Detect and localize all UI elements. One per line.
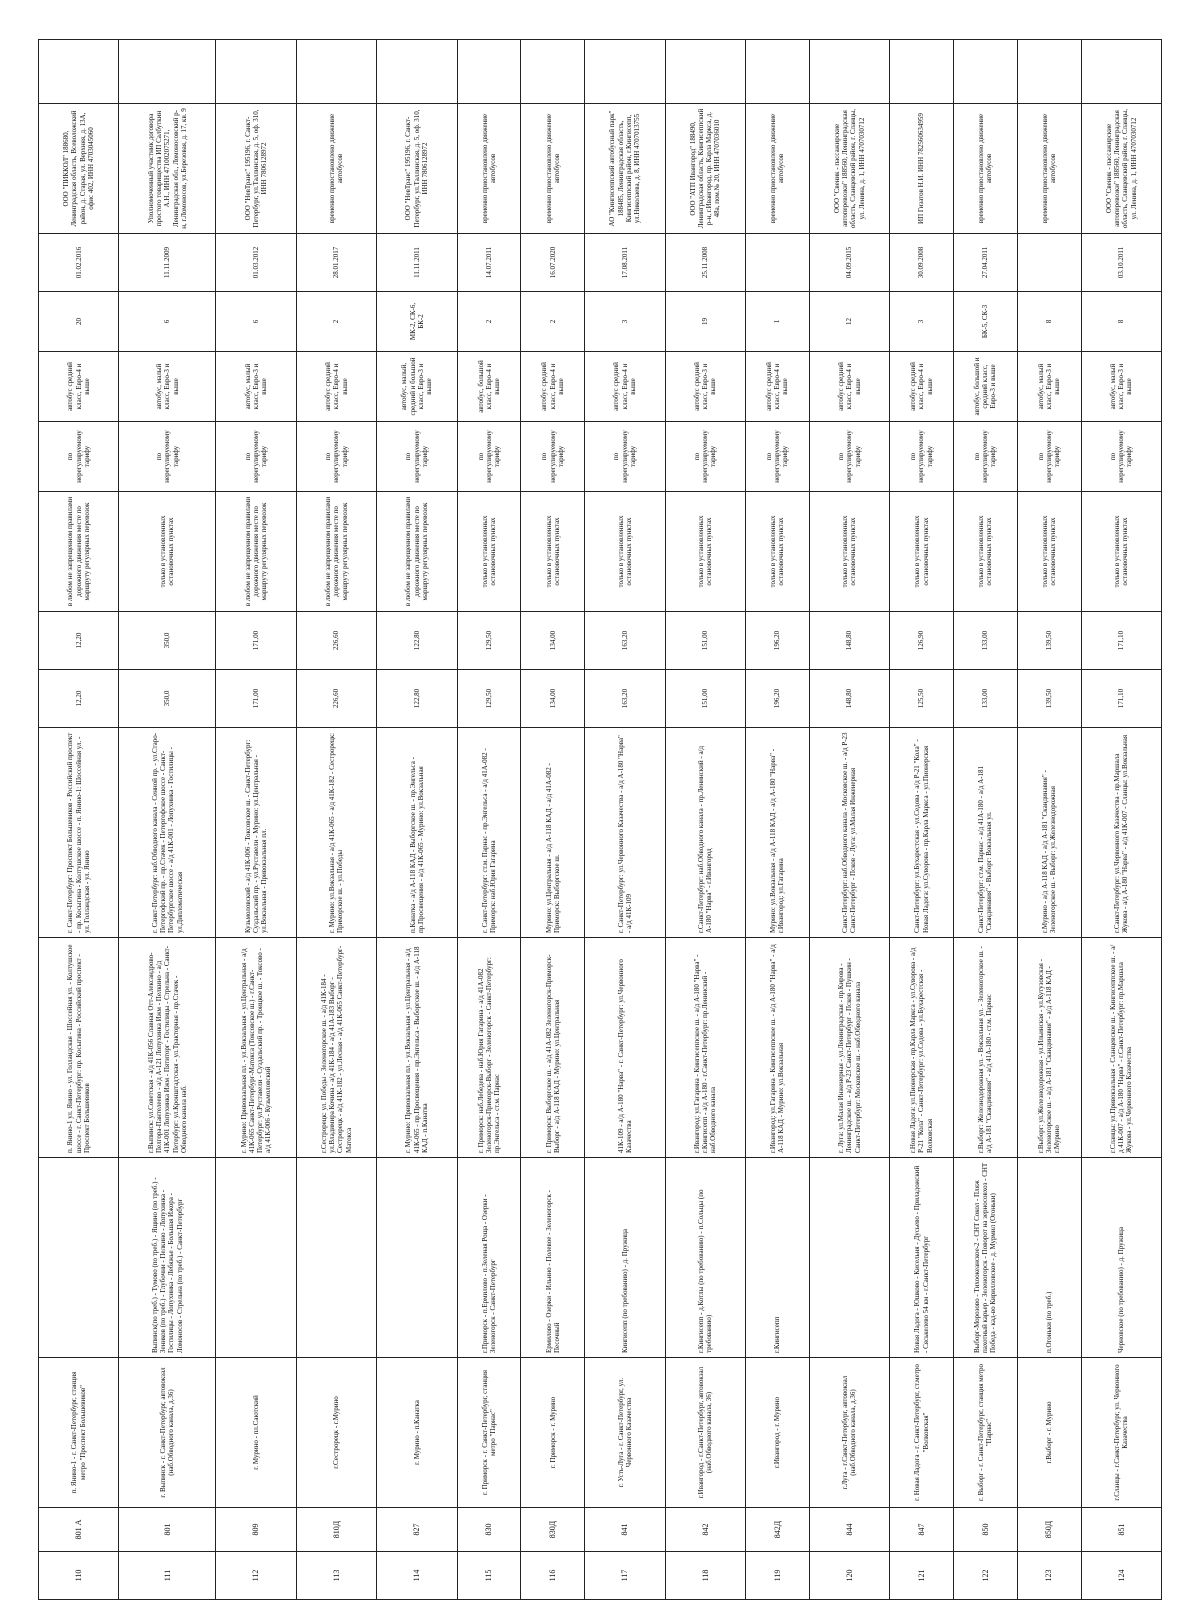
length-forward-cell: 139,50	[1017, 670, 1081, 728]
tariff-cell: по нерегулируемому тарифу	[953, 422, 1017, 492]
vehicle-class-cell: автобус, малый класс, Евро-3 и выше	[119, 352, 216, 422]
route-name-cell: г. Мурино - п.Канатка	[377, 1358, 457, 1508]
streets-forward-cell: г.Ивангород: ул.Гагарина - Кингисеппское ш. - а/д А-180 "Нарва" - а/д А-118 КАД - Мурино: ул.Вокзальная	[745, 938, 809, 1158]
row-number-cell: 111	[119, 1552, 216, 1600]
tariff-cell: по нерегулируемому тарифу	[119, 422, 216, 492]
boarding-order-cell: в любом не запрещенном правилами дорожного движения месте по маршруту регулярных перевозок	[377, 492, 457, 612]
intermediate-stops-cell	[296, 1158, 376, 1358]
vehicle-class-cell: автобус средний класс, Евро-3 и выше	[665, 352, 745, 422]
table-row	[745, 40, 809, 1600]
row-number-cell: 110	[39, 1552, 119, 1600]
empty-notes-cell	[521, 40, 585, 104]
route-name-cell: п. Янино-1 - г. Санкт-Петербург, станция метро "Проспект Большевиков"	[39, 1358, 119, 1508]
length-forward-cell: 350,0	[119, 670, 216, 728]
start-date-cell: 03.10.2011	[1081, 234, 1161, 292]
route-name-cell: г. Приморск - г. Мурино	[521, 1358, 585, 1508]
streets-forward-cell: г.Выпинск: ул.Советская - а/д 41К-056 Славная Отт-Александрово-Пелгора-Пантелеево - а/д А-121 Лопухинка Ижм - Пелкино - а/д 41К-001 Лопухинка Ижм - Пятиторг - Гостилицы - Стрельна - Санкт-Петербург: ул.Кронштадтская - ул.Тракторная - пр.Стачек - Обводного канала наб.	[119, 938, 216, 1158]
carrier-cell: Уполномоченный участник договора простого товарищества ИП Салбуткин А.Н., ИНН 471002075271, Ленинградская обл., Ломоносовский р-н, г.Ломоносов, ул.Березовая, д. 17, кв. 9	[119, 104, 216, 234]
boarding-order-cell: только в установленных остановочных пунктах	[890, 492, 954, 612]
length-backward-cell: 12,20	[39, 612, 119, 670]
intermediate-stops-cell: Ермилово - Озерки - Ильино - Полевое - Зеленогорск - Песочный	[521, 1158, 585, 1358]
tariff-cell: по нерегулируемому тарифу	[457, 422, 521, 492]
streets-backward-cell: Санкт-Петербург: ст.м. Парнас - а/д 41А-180 - а/д А-181 "Скандинавия" - Выборг: Вокзальная ул.	[953, 728, 1017, 938]
table-row	[665, 40, 745, 1600]
row-number-cell: 119	[745, 1552, 809, 1600]
length-backward-cell: 171,10	[1081, 612, 1161, 670]
row-number-cell: 115	[457, 1552, 521, 1600]
table-row	[890, 40, 954, 1600]
table-row	[521, 40, 585, 1600]
length-forward-cell: 122,80	[377, 670, 457, 728]
vehicle-class-cell: автобус, большой и средний класс, Евро-3 и выше	[953, 352, 1017, 422]
route-number-cell: 809	[216, 1508, 296, 1552]
start-date-cell: 14.07.2011	[457, 234, 521, 292]
start-date-cell: 01.02.2016	[39, 234, 119, 292]
vehicle-count-cell: 8	[1017, 292, 1081, 352]
length-forward-cell: 196,20	[745, 670, 809, 728]
start-date-cell: 01.03.2012	[216, 234, 296, 292]
empty-notes-cell	[216, 40, 296, 104]
streets-backward-cell: г.Санкт-Петербург: наб.Обводного канала - пр.Ленинский - а/д А-180 "Нарва" - г.Ивангород	[665, 728, 745, 938]
start-date-cell: 27.04.2011	[953, 234, 1017, 292]
vehicle-count-cell: 1	[745, 292, 809, 352]
table-row	[457, 40, 521, 1600]
vehicle-class-cell: автобус средний класс, Евро-4 и выше	[296, 352, 376, 422]
length-forward-cell: 163,20	[585, 670, 665, 728]
carrier-cell: временно приостановлено движение автобусов	[1017, 104, 1081, 234]
length-forward-cell: 134,00	[521, 670, 585, 728]
route-number-cell: 830Д	[521, 1508, 585, 1552]
start-date-cell: 30.09.2008	[890, 234, 954, 292]
start-date-cell: 11.11.2009	[119, 234, 216, 292]
carrier-cell: ООО "НевТранс" 195196, г. Санкт-Петербург, ул.Таллинская, д. 5, оф. 310, ИНН 7806128972	[377, 104, 457, 234]
vehicle-class-cell: автобус средний класс, Евро-4 и выше	[745, 352, 809, 422]
row-number-cell: 113	[296, 1552, 376, 1600]
start-date-cell	[745, 234, 809, 292]
route-number-cell: 850	[953, 1508, 1017, 1552]
route-name-cell: г.Ивангород - г.Санкт-Петербург, автовокзал (наб.Обводного канала, 36)	[665, 1358, 745, 1508]
intermediate-stops-cell: Выборг-Морозово - Тихоокеанское-2 - СНТ Сокол - Пляж пахотный карьер - Зеленогорск - Поворот на зерносовхоз - СНТ Победа - кад-во Кирилловское - д. Мурмил (Огоньки)	[953, 1158, 1017, 1358]
streets-forward-cell: г. Луга: ул.Малая Инженерная - ул.Ленинградская - пр.Кирова - Ленинградское ш. - а/д Р-23 Санкт-Петербург - Псков - Пушкин - Санкт-Петербург: Московское ш. - наб.Обводного канала	[809, 938, 889, 1158]
table-row	[377, 40, 457, 1600]
vehicle-count-cell: МК-2, СК-6, БК-2	[377, 292, 457, 352]
tariff-cell: по нерегулируемому тарифу	[216, 422, 296, 492]
route-name-cell: г. Выборг - г. Санкт-Петербург, станция метро "Парнас"	[953, 1358, 1017, 1508]
boarding-order-cell: только в установленных остановочных пунктах	[521, 492, 585, 612]
carrier-cell: временно приостановлено движение автобусов	[296, 104, 376, 234]
route-name-cell: г. Новая Ладога - г. Санкт-Петербург, ст.метро "Волковская"	[890, 1358, 954, 1508]
carrier-cell: ООО "ПИККОЛ" 188680, Ленинградская область, Всеволожский район, д. Старая, ул. Верхняя, д. 13А, офис 402, ИНН 4703045060	[39, 104, 119, 234]
vehicle-class-cell: автобус, малый класс, Евро-3 и выше	[1017, 352, 1081, 422]
empty-notes-cell	[809, 40, 889, 104]
length-backward-cell: 126,90	[890, 612, 954, 670]
route-name-cell: г. Приморск - г. Санкт-Петербург, станция метро "Парнас"	[457, 1358, 521, 1508]
boarding-order-cell: только в установленных остановочных пунктах	[665, 492, 745, 612]
boarding-order-cell: только в установленных остановочных пунктах	[953, 492, 1017, 612]
length-backward-cell: 148,80	[809, 612, 889, 670]
intermediate-stops-cell: Выпинск(по треб.) - Тумово (по треб.) - Ящино (по треб.) - Зеников (по треб.) - Глубочни - Пелкино - Лопухинка - Гостилицы - Лопухинка - Лебяжье - Большая Ижора - Ломоносов - Стрельна (по треб.) - Санкт-Петербург	[119, 1158, 216, 1358]
carrier-cell: временно приостановлено движение автобусов	[953, 104, 1017, 234]
vehicle-count-cell: 8	[1081, 292, 1161, 352]
length-backward-cell: 122,80	[377, 612, 457, 670]
route-name-cell: г. Усть-Луга - г. Санкт-Петербург, ул. Червонного Казачества	[585, 1358, 665, 1508]
carrier-cell: ООО "АТП Ивангород" 188490, Ленинградская область, Кингисеппский р-н, г.Ивангород, пр. Карла Маркса, д. 48а, пом.№ 20, ИНН 4707036010	[665, 104, 745, 234]
carrier-cell: ООО "Свеник - пассажирские автоперевозки" 188560, Ленинградская область, Сланцевский район, г. Сланцы, ул. Ленина, д. 1, ИНН 4707030712	[809, 104, 889, 234]
intermediate-stops-cell	[809, 1158, 889, 1358]
streets-forward-cell: г.Выборг: Железнодорожная ул. - Вокзальная ул. - Зеленогорское ш. - а/д А-181 "Скандинавия" - а/д 41А-180 - ст.м. Парнас	[953, 938, 1017, 1158]
vehicle-count-cell: 2	[521, 292, 585, 352]
route-number-cell: 801 А	[39, 1508, 119, 1552]
length-backward-cell: 133,00	[953, 612, 1017, 670]
route-number-cell: 842Д	[745, 1508, 809, 1552]
vehicle-count-cell: 6	[216, 292, 296, 352]
row-number-cell: 114	[377, 1552, 457, 1600]
vehicle-count-cell: БК-5, СК-3	[953, 292, 1017, 352]
streets-backward-cell: п.Канатка - а/д А-118 КАД - Выборгское ш. - пр.Энгельса - пр.Просвещения - а/д 41К-065 - Мурино: ул.Вокзальная	[377, 728, 457, 938]
empty-notes-cell	[665, 40, 745, 104]
tariff-cell: по нерегулируемому тарифу	[521, 422, 585, 492]
row-number-cell: 122	[953, 1552, 1017, 1600]
route-number-cell: 842	[665, 1508, 745, 1552]
streets-forward-cell: г. Приморск: наб.Лебедева - наб.Юрия Гагарина - а/д 41А-082 Зеленогорск-Приморск-Выборг - Зеленогорск - Санкт-Петербург: пр.Энгельса - ст.м. Парнас	[457, 938, 521, 1158]
empty-notes-cell	[1081, 40, 1161, 104]
table-row	[953, 40, 1017, 1600]
intermediate-stops-cell: г.Кингисепп	[745, 1158, 809, 1358]
length-backward-cell: 129,50	[457, 612, 521, 670]
vehicle-class-cell: автобус, большой класс, Евро-4 и выше	[457, 352, 521, 422]
intermediate-stops-cell: г.Кингисепп - д.Котлы (по требованию) - п.Сольцы (по требованию)	[665, 1158, 745, 1358]
length-forward-cell: 12,20	[39, 670, 119, 728]
table-row	[39, 40, 119, 1600]
carrier-cell: АО "Кингисеппский автобусный парк" 188485, Ленинградская область, Кингисеппский район, г.Кингисепп, ул.Николаева, д. 8, ИНН 4707013755	[585, 104, 665, 234]
route-number-cell: 841	[585, 1508, 665, 1552]
vehicle-count-cell: 3	[890, 292, 954, 352]
tariff-cell: по нерегулируемому тарифу	[890, 422, 954, 492]
tariff-cell: по нерегулируемому тарифу	[809, 422, 889, 492]
intermediate-stops-cell: Кингисепп (по требованию) - д. Пружица	[585, 1158, 665, 1358]
streets-forward-cell: г. Мурино: Привокзальная пл. - ул.Вокзальная - ул.Центральная - а/д 41К-065 Санкт-Петербург-Матокса (Токсовское ш.) - г.Санкт-Петербург: ул.Руставели - Суздальский пр. - Троицкое ш. - Токсово - а/д 41К-006 - Кузьмоловский	[216, 938, 296, 1158]
empty-notes-cell	[1017, 40, 1081, 104]
streets-backward-cell: г. Санкт-Петербург: ст.м. Парнас - пр.Энгельса - а/д 41А-082 - Приморск: наб.Юрия Гагарина	[457, 728, 521, 938]
route-name-cell: г.Сланцы - г.Санкт-Петербург, ул. Червонного Казачества	[1081, 1358, 1161, 1508]
route-name-cell: г.Луга - г.Санкт-Петербург, автовокзал (наб.Обводного канала, д.36)	[809, 1358, 889, 1508]
empty-notes-cell	[745, 40, 809, 104]
tariff-cell: по нерегулируемому тарифу	[1017, 422, 1081, 492]
length-backward-cell: 151,00	[665, 612, 745, 670]
row-number-cell: 120	[809, 1552, 889, 1600]
route-number-cell: 851	[1081, 1508, 1161, 1552]
carrier-cell: временно приостановлено движение автобусов	[457, 104, 521, 234]
boarding-order-cell: в любом не запрещенном правилами дорожного движения месте по маршруту регулярных перевозок	[39, 492, 119, 612]
row-number-cell: 116	[521, 1552, 585, 1600]
intermediate-stops-cell	[39, 1158, 119, 1358]
carrier-cell: временно приостановлено движение автобусов	[745, 104, 809, 234]
length-forward-cell: 125,50	[890, 670, 954, 728]
empty-notes-cell	[377, 40, 457, 104]
tariff-cell: по нерегулируемому тарифу	[665, 422, 745, 492]
rotated-register-table-wrapper	[38, 40, 1162, 1600]
route-name-cell: г. Мурино - пл.Саютский	[216, 1358, 296, 1508]
length-backward-cell: 139,50	[1017, 612, 1081, 670]
tariff-cell: по нерегулируемому тарифу	[745, 422, 809, 492]
tariff-cell: по нерегулируемому тарифу	[39, 422, 119, 492]
row-number-cell: 118	[665, 1552, 745, 1600]
length-forward-cell: 133,00	[953, 670, 1017, 728]
route-number-cell: 844	[809, 1508, 889, 1552]
vehicle-class-cell: автобус средний класс, Евро-4 и выше	[890, 352, 954, 422]
start-date-cell: 04.09.2015	[809, 234, 889, 292]
intermediate-stops-cell: п.Огоньки (по треб.)	[1017, 1158, 1081, 1358]
length-forward-cell: 151,00	[665, 670, 745, 728]
streets-forward-cell: г.Новая Ладога: ул.Пионерская - пр.Карла Маркса - ул.Суворова - а/д Р-21 "Кола" - Санкт-Петербург: ул.Седова - ул.Бухарестская - Волковская	[890, 938, 954, 1158]
streets-backward-cell: г.Санкт-Петербург: ул.Червонного Казачества - пр.Маршала Жукова - а/д А-180 "Нарва" - а/д 41К-007 - Сланцы: ул.Вокзальная	[1081, 728, 1161, 938]
route-number-cell: 810Д	[296, 1508, 376, 1552]
streets-forward-cell: п. Янино-1 ул. Янино - ул. Голландская - Шоссейная ул. - Колтушское шоссе - г. Санкт-Петербург: пр. Косыгина - Российский проспект - Проспект Большевиков	[39, 938, 119, 1158]
carrier-cell: ООО "НевТранс" 195196, г. Санкт-Петербург, ул.Таллинская, д. 5, оф. 310, ИНН 7806128972	[216, 104, 296, 234]
length-backward-cell: 171,00	[216, 612, 296, 670]
start-date-cell	[1017, 234, 1081, 292]
boarding-order-cell: в любом не запрещенном правилами дорожного движения месте по маршруту регулярных перевозок	[216, 492, 296, 612]
vehicle-class-cell: автобус средний класс, Евро-4 и выше	[809, 352, 889, 422]
route-number-cell: 801	[119, 1508, 216, 1552]
streets-forward-cell: г.Выборг: ул.Железнодорожная - ул.Ильинская - ул.Кутузовская - Зеленогорское ш. - а/д А-181 "Скандинавия" - а/д А-118 КАД - г.Мурино	[1017, 938, 1081, 1158]
intermediate-stops-cell: г.Приморск - п.Ермилово - п.Зеленая Роща - Озерки - Зеленогорск - Санкт-Петербург	[457, 1158, 521, 1358]
vehicle-class-cell: автобус, малый, средний и большой класс, Евро-3 и выше	[377, 352, 457, 422]
boarding-order-cell: только в установленных остановочных пунктах	[1081, 492, 1161, 612]
tariff-cell: по нерегулируемому тарифу	[1081, 422, 1161, 492]
route-name-cell: г.Сестрорецк - г.Мурино	[296, 1358, 376, 1508]
streets-forward-cell: г.Сестрорецк: ул. Победы - Зеленогорское ш. - а/д 41К-184 - ул.Владимира Кочина - а/д 41К-184 - а/д 41А-183 Выборг - Сестрорецк - а/д 41К-182 - ул.Лесная - а/д 41К-065 Санкт-Петербург-Матокса	[296, 938, 376, 1158]
vehicle-class-cell: автобус средний класс, Евро-4 и выше	[585, 352, 665, 422]
row-number-cell: 117	[585, 1552, 665, 1600]
row-number-cell: 112	[216, 1552, 296, 1600]
route-name-cell: г.Выборг - г. Мурино	[1017, 1358, 1081, 1508]
empty-notes-cell	[457, 40, 521, 104]
boarding-order-cell: только в установленных остановочных пунктах	[809, 492, 889, 612]
boarding-order-cell: только в установленных остановочных пунктах	[585, 492, 665, 612]
length-backward-cell: 350,0	[119, 612, 216, 670]
vehicle-class-cell: автобус, малый класс, Евро-3 и выше	[1081, 352, 1161, 422]
vehicle-count-cell: 12	[809, 292, 889, 352]
vehicle-count-cell: 2	[296, 292, 376, 352]
streets-backward-cell: Мурино: ул.Вокзальная - а/д А-118 КАД - а/д А-180 "Нарва" - г.Ивангород: ул.Гагарина	[745, 728, 809, 938]
start-date-cell: 25.11.2008	[665, 234, 745, 292]
carrier-cell: ООО "Свеник - пассажирские автоперевозки" 188560, Ленинградская область, Сланцевский район, г. Сланцы, ул. Ленина, д. 1, ИНН 4707030712	[1081, 104, 1161, 234]
streets-backward-cell: Санкт-Петербург: наб.Обводного канала - Московское ш. - а/д Р-23 Санкт-Петербург - Псков - Луга: ул.Малая Инженерная	[809, 728, 889, 938]
tariff-cell: по нерегулируемому тарифу	[377, 422, 457, 492]
streets-backward-cell: г. Санкт-Петербург: наб.Обводного канала - Сенной пр. - ул.Старо-Петергофский пр. - пр.Стачек - Петергофское шоссе - Санкт-Петербургское шоссе - а/д 41К-001 - Лопухинка - Гостилицы - ул.Дипломатическая	[119, 728, 216, 938]
vehicle-count-cell: 3	[585, 292, 665, 352]
vehicle-count-cell: 20	[39, 292, 119, 352]
start-date-cell: 28.01.2017	[296, 234, 376, 292]
table-row	[1081, 40, 1161, 1600]
intermediate-stops-cell: Черновское (по требованию) - д. Пружица	[1081, 1158, 1161, 1358]
table-row	[296, 40, 376, 1600]
route-number-cell: 850Д	[1017, 1508, 1081, 1552]
boarding-order-cell: только в установленных остановочных пунктах	[1017, 492, 1081, 612]
length-forward-cell: 171,00	[216, 670, 296, 728]
boarding-order-cell: только в установленных остановочных пунктах	[119, 492, 216, 612]
tariff-cell: по нерегулируемому тарифу	[585, 422, 665, 492]
route-number-cell: 830	[457, 1508, 521, 1552]
streets-backward-cell: Санкт-Петербург: ул.Бухарестская - ул.Седова - а/д Р-21 "Кола" - Новая Ладога: ул.Суворова - пр.Карла Маркса - ул.Пионерская	[890, 728, 954, 938]
tariff-cell: по нерегулируемому тарифу	[296, 422, 376, 492]
streets-backward-cell: г. Мурино: ул.Вокзальная - а/д 41К-065 - а/д 41К-182 - Сестрорецк: Приморское ш. - ул.Победы	[296, 728, 376, 938]
length-backward-cell: 196,20	[745, 612, 809, 670]
boarding-order-cell: только в установленных остановочных пунктах	[457, 492, 521, 612]
boarding-order-cell: только в установленных остановочных пунктах	[745, 492, 809, 612]
vehicle-count-cell: 2	[457, 292, 521, 352]
table-row	[585, 40, 665, 1600]
route-name-cell: г. Выпинск - г. Санкт-Петербург, автовокзал (наб.Обводного канала, д.36)	[119, 1358, 216, 1508]
length-backward-cell: 226,60	[296, 612, 376, 670]
streets-forward-cell: г. Мурино: Привокзальная пл. - ул.Вокзальная - ул.Центральная - а/д 41К-065 - пр.Просвещения - пр.Энгельса - Выборгское ш. - а/д А-118 КАД - п.Канатка	[377, 938, 457, 1158]
vehicle-count-cell: 6	[119, 292, 216, 352]
empty-notes-cell	[119, 40, 216, 104]
length-forward-cell: 129,50	[457, 670, 521, 728]
table-row	[809, 40, 889, 1600]
length-forward-cell: 226,60	[296, 670, 376, 728]
streets-backward-cell: г. Санкт-Петербург: Проспект Большевиков - Российский проспект - пр. Косыгина - Колтушское шоссе - п. Янино-1: Шоссейная ул. - ул. Голландская - ул. Янино	[39, 728, 119, 938]
streets-forward-cell: г.Ивангород: ул.Гагарина - Кингисеппское ш. - а/д А-180 "Нарва" - г.Кингисепп - а/д А-180 - г.Санкт-Петербург: пр.Ленинский - наб.Обводного канала	[665, 938, 745, 1158]
register-table-body	[39, 40, 1162, 1600]
table-row	[216, 40, 296, 1600]
table-row	[119, 40, 216, 1600]
empty-notes-cell	[953, 40, 1017, 104]
streets-forward-cell: 41К-109 - а/д А-180 "Нарва" - г. Санкт-Петербург: ул.Червонного Казачества	[585, 938, 665, 1158]
route-number-cell: 827	[377, 1508, 457, 1552]
boarding-order-cell: в любом не запрещенном правилами дорожного движения месте по маршруту регулярных перевозок	[296, 492, 376, 612]
streets-backward-cell: Мурино: ул.Центральная - а/д А-118 КАД - а/д 41А-082 - Приморск: Выборгское ш.	[521, 728, 585, 938]
row-number-cell: 124	[1081, 1552, 1161, 1600]
bus-route-register-table	[38, 39, 1162, 1600]
route-number-cell: 847	[890, 1508, 954, 1552]
empty-notes-cell	[296, 40, 376, 104]
streets-forward-cell: г. Приморск: Выборгское ш. - а/д 41А-082 Зеленогорск-Приморск-Выборг - а/д А-118 КАД - Мурино: ул.Центральная	[521, 938, 585, 1158]
streets-backward-cell: г.Мурино - а/д А-118 КАД - а/д А-181 "Скандинавия" - Зеленогорское ш. - Выборг: ул.Железнодорожная	[1017, 728, 1081, 938]
vehicle-class-cell: автобус, малый класс, Евро-3 и выше	[216, 352, 296, 422]
empty-notes-cell	[890, 40, 954, 104]
empty-notes-cell	[39, 40, 119, 104]
route-name-cell: г.Ивангород - г. Мурино	[745, 1358, 809, 1508]
start-date-cell: 17.08.2011	[585, 234, 665, 292]
streets-forward-cell: г.Сланцы: ул.Привокзальная - Сланцевское ш. - Кингисеппское ш. - а/д 41К-007 - а/д А-180 "Нарва" - г.Санкт-Петербург: пр.Маршала Жукова - ул.Червонного Казачества	[1081, 938, 1161, 1158]
row-number-cell: 123	[1017, 1552, 1081, 1600]
intermediate-stops-cell	[377, 1158, 457, 1358]
length-forward-cell: 171,10	[1081, 670, 1161, 728]
vehicle-class-cell: автобус средний класс, Евро-4 и выше	[521, 352, 585, 422]
streets-backward-cell: Кузьмоловский - а/д 41К-006 - Токсовское ш. - Санкт-Петербург: Суздальский пр. - ул.Руставели - Мурино: ул.Центральная - ул.Вокзальная - Привокзальная пл.	[216, 728, 296, 938]
table-row	[1017, 40, 1081, 1600]
length-forward-cell: 148,80	[809, 670, 889, 728]
empty-notes-cell	[585, 40, 665, 104]
vehicle-count-cell: 19	[665, 292, 745, 352]
intermediate-stops-cell: Новая Ладога - Юшково - Кисельня - Дусьево - Приладожский - Сяськелево 54 км - г.Санкт-Петербург	[890, 1158, 954, 1358]
carrier-cell: ИП Гизатов Н.И. ИНН 782560634959	[890, 104, 954, 234]
row-number-cell: 121	[890, 1552, 954, 1600]
length-backward-cell: 163,20	[585, 612, 665, 670]
vehicle-class-cell: автобус средний класс, Евро-4 и выше	[39, 352, 119, 422]
start-date-cell: 16.07.2020	[521, 234, 585, 292]
carrier-cell: временно приостановлено движение автобусов	[521, 104, 585, 234]
length-backward-cell: 134,00	[521, 612, 585, 670]
intermediate-stops-cell	[216, 1158, 296, 1358]
start-date-cell: 11.11.2011	[377, 234, 457, 292]
streets-backward-cell: г. Санкт-Петербург: ул.Червонного Казачества - а/д А-180 "Нарва" - а/д 41К-109	[585, 728, 665, 938]
